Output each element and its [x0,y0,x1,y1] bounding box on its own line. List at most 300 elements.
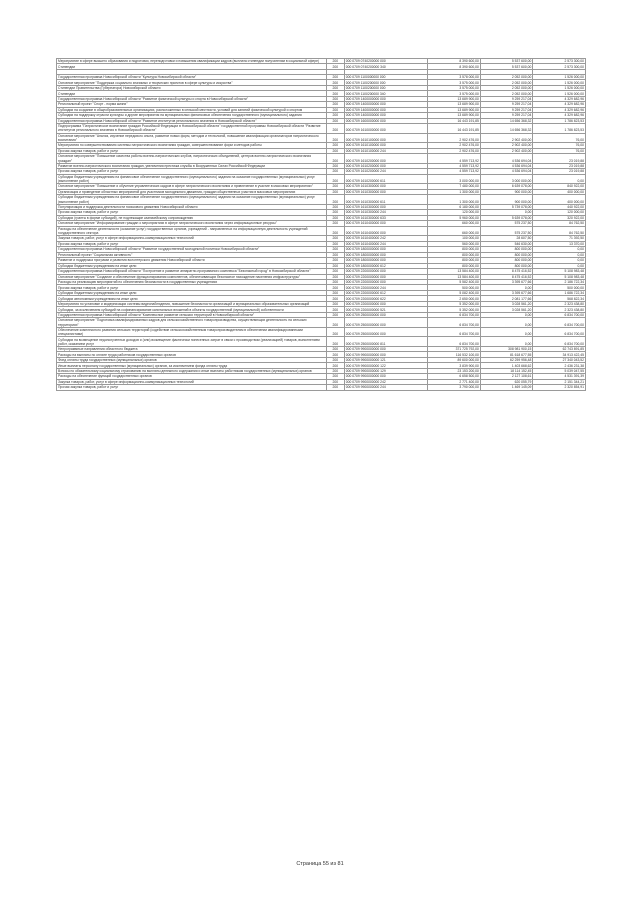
row-remaining-cell: 62 743 891,85 [533,346,586,351]
row-name-cell: Основное мероприятие "Повышение и обучение управленческих кадров в сфере патриотического воспитания и привлечение в участие в массовых мероприятиях" [57,184,327,189]
row-executed-cell: 800 000,00 [480,263,533,268]
row-plan-cell: 16 443 191,85 [428,124,481,134]
row-plan-cell: 13 584 400,00 [428,274,481,279]
row-ved-cell: 200 [326,346,344,351]
row-name-cell: Региональный проект "Спорт - норма жизни" [57,102,327,107]
row-remaining-cell: 6 834 700,00 [533,318,586,328]
row-plan-cell: 560 000,00 [428,241,481,246]
row-executed-cell: 3 028 561,20 [480,301,533,306]
row-plan-cell: 16 443 191,85 [428,118,481,123]
row-name-cell: Мероприятия по установке и модернизации системы видеонаблюдения, повышение безопасности организаций и муниципальных образовательных организаций [57,301,327,306]
row-plan-cell: 13 689 900,00 [428,113,481,118]
row-name-cell: Прочая закупка товаров, работ и услуг [57,148,327,153]
row-name-cell: Государственная программа Новосибирской области "Культура Новосибирской области" [57,74,327,79]
table-row [57,174,586,184]
row-executed-cell: 3 395 677,66 [480,279,533,284]
row-remaining-cell: 2 320 854,91 [533,385,586,390]
row-name-cell: Основное мероприятие "Повышение качества работы военно-патриотических клубов, патриотических объединений, центров военно-патриотического воспитания граждан" [57,154,327,164]
row-name-cell: Основное мероприятие "Подготовка квалифицированных кадров для сельскохозяйственного товаропроизводства, осуществляющих деятельность на сельских территориях" [57,318,327,328]
row-name-cell: Популяризация и поддержка деятельности поискового движения Новосибирской области [57,204,327,209]
row-name-cell: Прочая закупка товаров, работ и услуг [57,169,327,174]
row-code-cell: 000 0709 1610300000 633 [344,215,428,220]
row-remaining-cell: 4 329 682,96 [533,102,586,107]
row-plan-cell: 2 771 400,00 [428,379,481,384]
row-executed-cell: 575 237,50 [480,226,533,236]
table-row [57,385,586,390]
row-executed-cell: 0,00 [480,318,533,328]
row-name-cell: Мероприятие в сфере высшего образования и подготовки, переподготовки и повышения квалификации кадров (выплата стипендии получателям в социальной сфере) [57,59,327,64]
row-code-cell: 000 0709 2200000000 000 [344,274,428,279]
row-name-cell: Субсидии бюджетным учреждениям на иные цели [57,290,327,295]
row-plan-cell: 660 000,00 [428,221,481,226]
row-name-cell: Стипендии Правительства (Губернатора) Новосибирской области [57,85,327,90]
row-code-cell: 000 0709 9900000000 129 [344,368,428,373]
row-remaining-cell: 1 526 000,00 [533,85,586,90]
row-name-cell: Государственная программа Новосибирской области "Развитие государственной молодежной политики Новосибирской области" [57,247,327,252]
row-executed-cell: 800 000,00 [480,252,533,257]
row-remaining-cell: 120 000,00 [533,210,586,215]
row-ved-cell: 200 [326,290,344,295]
row-name-cell: Развитие военно-патриотического воспитания граждан, увеличения престижа службы в Вооруженных Силах Российской Федерации [57,163,327,168]
row-ved-cell: 200 [326,74,344,79]
row-ved-cell: 200 [326,296,344,301]
row-remaining-cell: 84 762,50 [533,226,586,236]
row-code-cell: 000 0709 1610200000 611 [344,174,428,184]
row-plan-cell: 3 575 000,00 [428,85,481,90]
row-name-cell: Закупка товаров, работ, услуг в сфере информационно-коммуникационных технологий [57,236,327,241]
row-code-cell: 000 0709 1610200000 000 [344,154,428,164]
row-code-cell: 000 0709 0740200000 000 [344,59,428,64]
row-code-cell: 000 0709 1610400000 244 [344,241,428,246]
row-code-cell: 000 0709 1400000000 000 [344,96,428,101]
row-executed-cell: 2 902 400,00 [480,133,533,143]
row-name-cell: Стипендии [57,91,327,96]
row-executed-cell: 2 052 000,00 [480,74,533,79]
row-code-cell: 000 0709 9900000000 000 [344,346,428,351]
row-ved-cell: 200 [326,247,344,252]
row-ved-cell: 200 [326,221,344,226]
row-executed-cell: 900 000,00 [480,189,533,194]
row-plan-cell: 3 790 000,00 [428,385,481,390]
row-executed-cell: 4 536 694,04 [480,154,533,164]
row-name-cell: Иные выплаты персоналу государственных (муниципальных) органов, за исключением фонда оплаты труда [57,363,327,368]
budget-table-page [56,58,586,391]
row-ved-cell: 200 [326,379,344,384]
row-ved-cell: 200 [326,107,344,112]
row-ved-cell: 200 [326,133,344,143]
row-code-cell: 000 0709 1100200000 000 [344,80,428,85]
row-remaining-cell: 400 000,00 [533,195,586,205]
row-remaining-cell: 0,00 [533,174,586,184]
row-remaining-cell: 4 329 682,96 [533,107,586,112]
row-plan-cell: 120 000,00 [428,210,481,215]
row-plan-cell: 13 689 900,00 [428,96,481,101]
row-name-cell: Расходы на обеспечение деятельности (оказание услуг) государственных органов, учреждений - направленных на информационную деятельность учреждений государственного сектора [57,226,327,236]
row-code-cell: 000 0709 1610200000 000 [344,163,428,168]
row-executed-cell: 62 259 956,48 [480,357,533,362]
row-plan-cell: 6 834 700,00 [428,327,481,337]
row-remaining-cell: 2 323 438,80 [533,307,586,312]
row-ved-cell: 200 [326,210,344,215]
row-remaining-cell: 2 186 722,34 [533,279,586,284]
row-plan-cell: 8 390 600,00 [428,64,481,69]
row-remaining-cell: 568 822,34 [533,296,586,301]
row-code-cell: 000 0709 1800000000 000 [344,252,428,257]
row-remaining-cell: 6 834 700,00 [533,312,586,317]
row-code-cell: 000 0709 1100200000 000 [344,85,428,90]
row-code-cell: 000 0709 9900000000 122 [344,363,428,368]
row-code-cell: 000 0709 1100000000 000 [344,74,428,79]
row-plan-cell: 800 000,00 [428,263,481,268]
row-name-cell: Организация и проведение областных мероприятий для участников молодежного движения, граждан общественных участия в массовых мероприятиях [57,189,327,194]
row-executed-cell: 2 902 400,00 [480,148,533,153]
row-executed-cell: 800 000,00 [480,258,533,263]
row-name-cell: Прочая закупка товаров, работ и услуг [57,241,327,246]
row-plan-cell: 23 153 200,00 [428,368,481,373]
row-plan-cell: 8 390 600,00 [428,59,481,64]
row-name-cell: Основное мероприятие "Создание и обеспечение функционирования компонентов, обеспечивающих безопасное нахождение населения инфраструктуры" [57,274,327,279]
row-name-cell: Расходы на выплаты по оплате труда работников государственных органов [57,352,327,357]
row-code-cell: 000 0709 0740200000 340 [344,64,428,69]
row-remaining-cell: 84 762,50 [533,221,586,226]
row-name-cell: Государственная программа Новосибирской области "Построение и развитие аппаратно-программного комплекса "Безопасный город" в Новосибирской области" [57,269,327,274]
row-plan-cell: 6 180 000,00 [428,204,481,209]
row-ved-cell: 200 [326,174,344,184]
row-remaining-cell: 6 834 700,00 [533,337,586,347]
row-ved-cell: 200 [326,269,344,274]
row-plan-cell: 371 725 792,00 [428,346,481,351]
row-executed-cell: 4 536 694,04 [480,169,533,174]
row-executed-cell: 800 000,00 [480,247,533,252]
row-code-cell: 000 0709 2200000000 622 [344,296,428,301]
table-row [57,327,586,337]
row-remaining-cell: 23 019,88 [533,169,586,174]
row-plan-cell: 13 584 400,00 [428,269,481,274]
row-code-cell: 000 0709 2200000000 000 [344,301,428,306]
row-executed-cell: 5 639 078,00 [480,215,533,220]
row-plan-cell: 3 575 000,00 [428,91,481,96]
row-plan-cell: 660 000,00 [428,226,481,236]
row-plan-cell: 800 000,00 [428,258,481,263]
row-code-cell: 000 0709 1610100000 000 [344,143,428,148]
row-executed-cell: 0,00 [480,337,533,347]
row-ved-cell: 200 [326,385,344,390]
row-remaining-cell: 34 913 422,45 [533,352,586,357]
row-executed-cell: 2 052 000,00 [480,91,533,96]
row-code-cell: 000 0709 2200000000 612 [344,290,428,295]
row-name-cell: Прочая закупка товаров, работ и услуг [57,385,327,390]
row-code-cell: 000 0709 1600000000 000 [344,118,428,123]
row-executed-cell: 0,00 [480,327,533,337]
row-ved-cell: 200 [326,80,344,85]
row-ved-cell: 200 [326,352,344,357]
row-plan-cell: 4 559 713,92 [428,154,481,164]
row-remaining-cell: 2 323 438,80 [533,301,586,306]
row-code-cell: 000 0709 2500000000 000 [344,327,428,337]
row-executed-cell: 9 259 217,04 [480,113,533,118]
row-remaining-cell: 0,00 [533,263,586,268]
row-code-cell: 000 0709 1400000000 000 [344,107,428,112]
row-ved-cell: 200 [326,91,344,96]
row-code-cell: 000 0709 1610300000 000 [344,189,428,194]
row-code-cell: 000 0709 1610300000 000 [344,204,428,209]
row-ved-cell: 200 [326,285,344,290]
row-code-cell: 000 0709 1610100000 000 [344,133,428,143]
row-ved-cell: 200 [326,64,344,69]
row-remaining-cell: 4 329 682,96 [533,96,586,101]
row-ved-cell: 200 [326,59,344,64]
row-name-cell: Основное мероприятие "Поддержка социально значимых и творческих проектов в сфере культуры и искусства" [57,80,327,85]
row-executed-cell: 0,00 [480,285,533,290]
row-code-cell: 000 0709 2200000000 000 [344,279,428,284]
row-code-cell: 000 0709 2500000000 811 [344,337,428,347]
row-code-cell: 000 0709 2200000000 244 [344,285,428,290]
budget-table [56,58,586,391]
row-name-cell: Государственная программа Новосибирской области "Развитие институтов регионального значения в Новосибирской области" [57,118,327,123]
row-executed-cell: 2 127 108,61 [480,374,533,379]
row-executed-cell: 2 081 177,66 [480,296,533,301]
row-remaining-cell: 0,00 [533,247,586,252]
row-ved-cell: 200 [326,85,344,90]
row-remaining-cell: 5 108 983,48 [533,274,586,279]
row-remaining-cell: 23 019,88 [533,154,586,164]
row-ved-cell: 200 [326,241,344,246]
row-name-cell: Субсидии, за исключением субсидий на софинансирование капитальных вложений в объекты государственной (муниципальной) собственности [57,307,327,312]
row-executed-cell: 8 475 416,52 [480,274,533,279]
row-remaining-cell: 500 000,00 [533,285,586,290]
row-ved-cell: 200 [326,337,344,347]
row-plan-cell: 2 902 476,00 [428,143,481,148]
row-remaining-cell: 2 436 231,38 [533,363,586,368]
row-code-cell: 000 0709 1610000000 000 [344,124,428,134]
row-ved-cell: 200 [326,96,344,101]
row-ved-cell: 200 [326,312,344,317]
row-ved-cell: 200 [326,102,344,107]
row-plan-cell: 5 582 400,00 [428,279,481,284]
row-ved-cell: 200 [326,327,344,337]
row-ved-cell: 200 [326,113,344,118]
row-name-cell: Прочая закупка товаров, работ и услуг [57,210,327,215]
row-code-cell: 000 0709 2200000000 000 [344,269,428,274]
row-remaining-cell: 400 000,00 [533,189,586,194]
row-ved-cell: 200 [326,195,344,205]
row-name-cell: Субсидии автономным учреждениям на иные цели [57,296,327,301]
row-ved-cell: 200 [326,236,344,241]
row-plan-cell: 3 575 000,00 [428,80,481,85]
row-code-cell: 000 0709 9900000000 000 [344,352,428,357]
row-ved-cell: 200 [326,252,344,257]
row-remaining-cell: 1 526 000,00 [533,74,586,79]
row-remaining-cell: 0,00 [533,258,586,263]
row-name-cell: Субсидии бюджетным учреждениям на иные цели [57,263,327,268]
row-executed-cell: 14 656 368,32 [480,124,533,134]
row-code-cell: 000 0709 1610300000 611 [344,195,428,205]
row-name-cell: Мероприятия по совершенствованию системы патриотического воспитания граждан, совершенствование форм и методов работы [57,143,327,148]
row-plan-cell: 6 834 700,00 [428,312,481,317]
row-name-cell: Субсидии бюджетным учреждениям на финансовое обеспечение государственного (муниципального) задания на оказание государственных (муниципальных) услуг (выполнение работ) [57,174,327,184]
row-code-cell: 000 0709 1610300000 000 [344,184,428,189]
row-plan-cell: 7 480 000,00 [428,184,481,189]
row-code-cell: 000 0709 9900000000 244 [344,385,428,390]
row-plan-cell: 2 902 476,00 [428,133,481,143]
row-code-cell: 000 0709 1610200000 244 [344,169,428,174]
row-name-cell: Региональный проект "Социальная активность" [57,252,327,257]
row-name-cell: Прочая закупка товаров, работ и услуг [57,285,327,290]
row-code-cell: 000 0709 1610400000 242 [344,236,428,241]
row-code-cell: 000 0709 1400000000 000 [344,113,428,118]
row-ved-cell: 200 [326,148,344,153]
row-code-cell: 000 0709 9900000000 121 [344,357,428,362]
row-executed-cell: 5 537 600,00 [480,64,533,69]
row-remaining-cell: 2 573 300,00 [533,59,586,64]
row-plan-cell: 3 000 000,00 [428,174,481,184]
row-executed-cell: 5 739 078,00 [480,204,533,209]
row-name-cell: Фонд оплаты труда государственных (муниципальных) органов [57,357,327,362]
row-code-cell: 000 0709 1400000000 000 [344,102,428,107]
row-executed-cell: 4 536 694,04 [480,163,533,168]
row-executed-cell: 5 537 600,00 [480,59,533,64]
row-code-cell: 000 0709 1800000000 000 [344,247,428,252]
table-row [57,124,586,134]
row-executed-cell: 2 902 400,00 [480,143,533,148]
row-ved-cell: 200 [326,301,344,306]
row-ved-cell: 200 [326,154,344,164]
row-ved-cell: 200 [326,307,344,312]
row-name-cell: Развитие и поддержка программ и развития волонтерского движения Новосибирской области [57,258,327,263]
row-plan-cell: 5 352 000,00 [428,301,481,306]
row-plan-cell: 13 689 900,00 [428,107,481,112]
row-executed-cell: 28 607,50 [480,236,533,241]
row-remaining-cell: 1 786 823,53 [533,118,586,123]
row-remaining-cell: 1 526 000,00 [533,91,586,96]
row-executed-cell: 3 000 000,00 [480,174,533,184]
row-ved-cell: 200 [326,124,344,134]
row-remaining-cell: 1 526 000,00 [533,80,586,85]
row-remaining-cell: 71 392,50 [533,236,586,241]
row-name-cell: Расходы на реализацию мероприятий по обеспечению безопасности в государственных учреждениях [57,279,327,284]
row-plan-cell: 89 600 000,00 [428,357,481,362]
row-plan-cell: 4 559 713,92 [428,169,481,174]
row-plan-cell: 800 000,00 [428,252,481,257]
row-ved-cell: 200 [326,263,344,268]
row-executed-cell: 3 028 561,20 [480,307,533,312]
row-remaining-cell: 5 039 047,55 [533,368,586,373]
row-executed-cell: 2 052 000,00 [480,85,533,90]
row-ved-cell: 200 [326,118,344,123]
row-plan-cell: 1 300 000,00 [428,195,481,205]
row-plan-cell: 1 300 000,00 [428,189,481,194]
row-plan-cell: 6 834 700,00 [428,337,481,347]
row-executed-cell: 6 639 078,00 [480,184,533,189]
table-row [57,337,586,347]
row-plan-cell: 5 960 000,00 [428,215,481,220]
row-name-cell: Стипендии [57,64,327,69]
row-plan-cell: 800 000,00 [428,247,481,252]
row-executed-cell: 575 237,50 [480,221,533,226]
row-executed-cell: 9 259 217,04 [480,102,533,107]
row-ved-cell: 200 [326,143,344,148]
row-executed-cell: 8 475 416,52 [480,269,533,274]
row-code-cell: 000 0709 1610300000 244 [344,210,428,215]
row-name-cell: Субсидии на поддержку отрасли культуры и другие мероприятия на муниципальных финансовых обеспечения государственного (муниципального) задания [57,113,327,118]
row-ved-cell: 200 [326,169,344,174]
row-remaining-cell: 320 922,00 [533,215,586,220]
row-name-cell: Обеспечение комплексного развития сельских территорий (содействие сельскохозяйственным товаропроизводителям в обеспечении квалифицированными специалистами) [57,327,327,337]
row-remaining-cell: 23 019,88 [533,163,586,168]
row-remaining-cell: 840 922,00 [533,184,586,189]
row-name-cell: Субсидии на создание в общеобразовательных организациях, расположенных в сельской местности, условий для занятий физической культурой и спортом [57,107,327,112]
row-remaining-cell: 76,00 [533,148,586,153]
row-executed-cell: 900 000,00 [480,195,533,205]
row-code-cell: 000 0709 2500000000 000 [344,312,428,317]
row-remaining-cell: 27 340 043,52 [533,357,586,362]
row-executed-cell: 546 630,00 [480,241,533,246]
row-plan-cell: 13 689 900,00 [428,102,481,107]
row-executed-cell: 308 981 900,15 [480,346,533,351]
row-ved-cell: 200 [326,279,344,284]
row-remaining-cell: 440 922,00 [533,204,586,209]
table-row [57,318,586,328]
row-plan-cell: 4 559 713,92 [428,163,481,168]
row-name-cell: Основное мероприятие "Информирование граждан о мероприятиях в сфере патриотического воспитания через информационные ресурсы" [57,221,327,226]
row-code-cell: 000 0709 1100200000 340 [344,91,428,96]
row-remaining-cell: 1 686 722,34 [533,290,586,295]
row-code-cell: 000 0709 2200000000 521 [344,307,428,312]
row-remaining-cell: 0,00 [533,252,586,257]
row-executed-cell: 18 114 152,45 [480,368,533,373]
row-ved-cell: 200 [326,184,344,189]
row-executed-cell: 9 259 217,04 [480,96,533,101]
row-remaining-cell: 13 370,00 [533,241,586,246]
row-name-cell: Закупка товаров, работ, услуг в сфере информационно-коммуникационных технологий [57,379,327,384]
row-name-cell: Субсидии бюджетным учреждениям на финансовое обеспечение государственного (муниципального) задания на оказание государственных (муниципальных) услуг (выполнение работ) [57,195,327,205]
row-name-cell: Субсидии (гранты в форме субсидий), не подлежащие казначейскому сопровождению [57,215,327,220]
row-plan-cell: 2 902 476,00 [428,148,481,153]
row-code-cell: 000 0709 1610400000 000 [344,226,428,236]
row-ved-cell: 200 [326,357,344,362]
row-code-cell: 000 0709 2500000000 000 [344,318,428,328]
row-code-cell: 000 0709 1800000000 000 [344,258,428,263]
row-ved-cell: 200 [326,274,344,279]
row-plan-cell: 5 082 400,00 [428,290,481,295]
table-row [57,195,586,205]
row-executed-cell: 2 052 000,00 [480,80,533,85]
row-remaining-cell: 76,00 [533,143,586,148]
row-ved-cell: 200 [326,163,344,168]
table-row [57,226,586,236]
row-code-cell: 000 0709 1800000000 612 [344,263,428,268]
row-plan-cell: 3 578 000,00 [428,74,481,79]
row-executed-cell: 0,00 [480,210,533,215]
row-executed-cell: 1 403 668,62 [480,363,533,368]
row-code-cell: 000 0709 9900000000 242 [344,379,428,384]
row-remaining-cell: 4 329 682,96 [533,113,586,118]
row-ved-cell: 200 [326,363,344,368]
row-ved-cell: 200 [326,204,344,209]
table-row [57,154,586,164]
page-number: Страница 55 из 81 [296,861,344,867]
row-name-cell: Основное мероприятие "Анализ, изучение передового опыта, развитие новых форм, методов и технологий, повышение квалификации организаторов патриотического воспитания" [57,133,327,143]
row-remaining-cell: 2 151 344,21 [533,379,586,384]
row-name-cell: Государственная программа Новосибирской области "Развитие физической культуры и спорта в Новосибирской области" [57,96,327,101]
row-ved-cell: 200 [326,258,344,263]
row-plan-cell: 6 658 500,00 [428,374,481,379]
row-executed-cell: 1 469 145,09 [480,385,533,390]
row-code-cell: 000 0709 1610400000 000 [344,221,428,226]
row-executed-cell: 14 656 368,32 [480,118,533,123]
row-remaining-cell: 6 834 700,00 [533,327,586,337]
row-plan-cell: 116 532 100,00 [428,352,481,357]
